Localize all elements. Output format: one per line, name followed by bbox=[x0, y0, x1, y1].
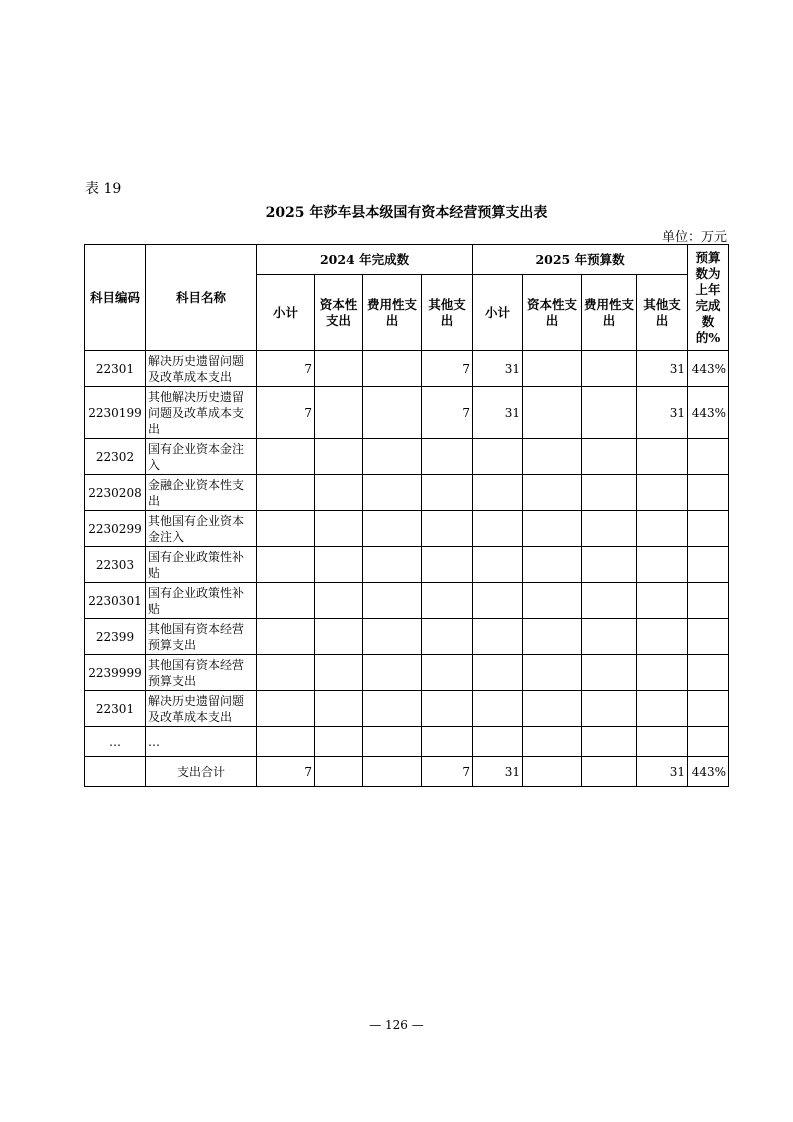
row-o24 bbox=[422, 727, 473, 757]
row-name: 金融企业资本性支出 bbox=[146, 475, 257, 511]
row-name: 解决历史遗留问题及改革成本支出 bbox=[146, 691, 257, 727]
row-e24 bbox=[363, 439, 422, 475]
header-subtotal-2025: 小计 bbox=[473, 275, 523, 351]
row-name: 国有企业资本金注入 bbox=[146, 439, 257, 475]
row-o24 bbox=[422, 439, 473, 475]
row-code: 22303 bbox=[85, 547, 146, 583]
row-o25 bbox=[637, 619, 688, 655]
row-code: 22301 bbox=[85, 351, 146, 387]
row-c24 bbox=[315, 351, 363, 387]
row-s25: 31 bbox=[473, 351, 523, 387]
row-c25 bbox=[523, 655, 582, 691]
row-c24 bbox=[315, 619, 363, 655]
row-code: 2239999 bbox=[85, 655, 146, 691]
row-e24 bbox=[363, 619, 422, 655]
row-percent bbox=[688, 655, 729, 691]
row-s25 bbox=[473, 511, 523, 547]
row-c25 bbox=[523, 547, 582, 583]
row-c24 bbox=[315, 387, 363, 439]
row-c25 bbox=[523, 475, 582, 511]
row-o24 bbox=[422, 511, 473, 547]
row-e24 bbox=[363, 351, 422, 387]
row-s25 bbox=[473, 547, 523, 583]
row-code: 22301 bbox=[85, 691, 146, 727]
row-c24 bbox=[315, 547, 363, 583]
row-e24 bbox=[363, 475, 422, 511]
row-c25 bbox=[523, 351, 582, 387]
row-e25 bbox=[582, 583, 637, 619]
row-c24 bbox=[315, 511, 363, 547]
row-s24 bbox=[257, 691, 315, 727]
header-name: 科目名称 bbox=[146, 245, 257, 351]
row-code: 2230299 bbox=[85, 511, 146, 547]
table-row bbox=[85, 583, 729, 619]
row-o24: 7 bbox=[422, 351, 473, 387]
row-o25 bbox=[637, 439, 688, 475]
table-body bbox=[85, 351, 729, 787]
table-row bbox=[85, 387, 729, 439]
row-e24 bbox=[363, 691, 422, 727]
table-row bbox=[85, 547, 729, 583]
total-s24: 7 bbox=[257, 757, 315, 787]
row-o25: 31 bbox=[637, 387, 688, 439]
row-c25 bbox=[523, 511, 582, 547]
row-o25 bbox=[637, 547, 688, 583]
row-e25 bbox=[582, 351, 637, 387]
total-name: 支出合计 bbox=[146, 757, 257, 787]
row-e25 bbox=[582, 727, 637, 757]
row-s24 bbox=[257, 655, 315, 691]
row-o25: 31 bbox=[637, 351, 688, 387]
row-o24 bbox=[422, 547, 473, 583]
table-row bbox=[85, 351, 729, 387]
row-e24 bbox=[363, 727, 422, 757]
row-code: 22399 bbox=[85, 619, 146, 655]
row-c24 bbox=[315, 439, 363, 475]
row-name: 其他解决历史遗留问题及改革成本支出 bbox=[146, 387, 257, 439]
row-e25 bbox=[582, 655, 637, 691]
table-row bbox=[85, 619, 729, 655]
row-percent bbox=[688, 475, 729, 511]
row-c24 bbox=[315, 475, 363, 511]
row-c24 bbox=[315, 655, 363, 691]
row-s24 bbox=[257, 583, 315, 619]
row-e25 bbox=[582, 387, 637, 439]
row-percent bbox=[688, 511, 729, 547]
row-percent bbox=[688, 727, 729, 757]
page-number: — 126 — bbox=[369, 1018, 424, 1032]
row-s24 bbox=[257, 619, 315, 655]
row-o24: 7 bbox=[422, 387, 473, 439]
row-s24 bbox=[257, 475, 315, 511]
row-s25 bbox=[473, 619, 523, 655]
total-e24 bbox=[363, 757, 422, 787]
row-e25 bbox=[582, 691, 637, 727]
row-o24 bbox=[422, 583, 473, 619]
row-percent: 443% bbox=[688, 387, 729, 439]
row-c24 bbox=[315, 727, 363, 757]
header-capital-2024: 资本性支出 bbox=[315, 275, 363, 351]
header-subtotal-2024: 小计 bbox=[257, 275, 315, 351]
row-o24 bbox=[422, 655, 473, 691]
total-s25: 31 bbox=[473, 757, 523, 787]
row-o24 bbox=[422, 475, 473, 511]
row-code: 2230208 bbox=[85, 475, 146, 511]
header-other-2024: 其他支出 bbox=[422, 275, 473, 351]
row-s24 bbox=[257, 727, 315, 757]
row-o25 bbox=[637, 655, 688, 691]
table-label: 表 19 bbox=[85, 181, 122, 197]
row-e25 bbox=[582, 547, 637, 583]
row-o25 bbox=[637, 511, 688, 547]
row-percent: 443% bbox=[688, 351, 729, 387]
header-group-2025: 2025 年预算数 bbox=[473, 245, 688, 275]
row-percent bbox=[688, 691, 729, 727]
total-c25 bbox=[523, 757, 582, 787]
budget-table bbox=[84, 244, 729, 787]
row-o25 bbox=[637, 475, 688, 511]
header-percent: 预算数为上年完成数的% bbox=[688, 245, 729, 351]
total-e25 bbox=[582, 757, 637, 787]
row-name: 解决历史遗留问题及改革成本支出 bbox=[146, 351, 257, 387]
total-code-cell bbox=[85, 757, 146, 787]
table-row bbox=[85, 511, 729, 547]
table-row bbox=[85, 727, 729, 757]
row-percent bbox=[688, 583, 729, 619]
row-c25 bbox=[523, 727, 582, 757]
row-e24 bbox=[363, 655, 422, 691]
header-code: 科目编码 bbox=[85, 245, 146, 351]
table-row bbox=[85, 691, 729, 727]
row-s25 bbox=[473, 691, 523, 727]
header-expense-2024: 费用性支出 bbox=[363, 275, 422, 351]
row-name: 其他国有资本经营预算支出 bbox=[146, 655, 257, 691]
total-c24 bbox=[315, 757, 363, 787]
row-o25 bbox=[637, 727, 688, 757]
row-o25 bbox=[637, 583, 688, 619]
row-o24 bbox=[422, 619, 473, 655]
row-s24 bbox=[257, 547, 315, 583]
row-name: 其他国有资本经营预算支出 bbox=[146, 619, 257, 655]
row-e24 bbox=[363, 511, 422, 547]
total-row bbox=[85, 757, 729, 787]
table-row bbox=[85, 439, 729, 475]
row-e24 bbox=[363, 547, 422, 583]
row-s25 bbox=[473, 475, 523, 511]
row-name: 其他国有企业资本金注入 bbox=[146, 511, 257, 547]
row-c24 bbox=[315, 691, 363, 727]
total-o24: 7 bbox=[422, 757, 473, 787]
row-s24: 7 bbox=[257, 387, 315, 439]
header-other-2025: 其他支出 bbox=[637, 275, 688, 351]
row-o24 bbox=[422, 691, 473, 727]
row-c25 bbox=[523, 691, 582, 727]
row-e25 bbox=[582, 511, 637, 547]
row-e24 bbox=[363, 583, 422, 619]
document-title: 2025 年莎车县本级国有资本经营预算支出表 bbox=[265, 205, 548, 221]
row-percent bbox=[688, 547, 729, 583]
row-s24: 7 bbox=[257, 351, 315, 387]
row-s25 bbox=[473, 439, 523, 475]
row-percent bbox=[688, 619, 729, 655]
row-e25 bbox=[582, 619, 637, 655]
row-s25: 31 bbox=[473, 387, 523, 439]
row-e25 bbox=[582, 475, 637, 511]
header-capital-2025: 资本性支出 bbox=[523, 275, 582, 351]
row-e24 bbox=[363, 387, 422, 439]
table-row bbox=[85, 655, 729, 691]
row-name: … bbox=[146, 727, 257, 757]
row-o25 bbox=[637, 691, 688, 727]
unit-label: 单位：万元 bbox=[661, 230, 727, 245]
row-name: 国有企业政策性补贴 bbox=[146, 583, 257, 619]
row-s25 bbox=[473, 727, 523, 757]
row-c25 bbox=[523, 439, 582, 475]
row-s25 bbox=[473, 583, 523, 619]
header-group-2024: 2024 年完成数 bbox=[257, 245, 473, 275]
row-code: 2230199 bbox=[85, 387, 146, 439]
row-s24 bbox=[257, 439, 315, 475]
table-row bbox=[85, 475, 729, 511]
row-code: 2230301 bbox=[85, 583, 146, 619]
row-code: 22302 bbox=[85, 439, 146, 475]
row-s25 bbox=[473, 655, 523, 691]
row-c24 bbox=[315, 583, 363, 619]
row-s24 bbox=[257, 511, 315, 547]
total-o25: 31 bbox=[637, 757, 688, 787]
header-expense-2025: 费用性支出 bbox=[582, 275, 637, 351]
row-code: … bbox=[85, 727, 146, 757]
row-percent bbox=[688, 439, 729, 475]
row-name: 国有企业政策性补贴 bbox=[146, 547, 257, 583]
row-c25 bbox=[523, 583, 582, 619]
row-e25 bbox=[582, 439, 637, 475]
row-c25 bbox=[523, 387, 582, 439]
total-percent: 443% bbox=[688, 757, 729, 787]
row-c25 bbox=[523, 619, 582, 655]
